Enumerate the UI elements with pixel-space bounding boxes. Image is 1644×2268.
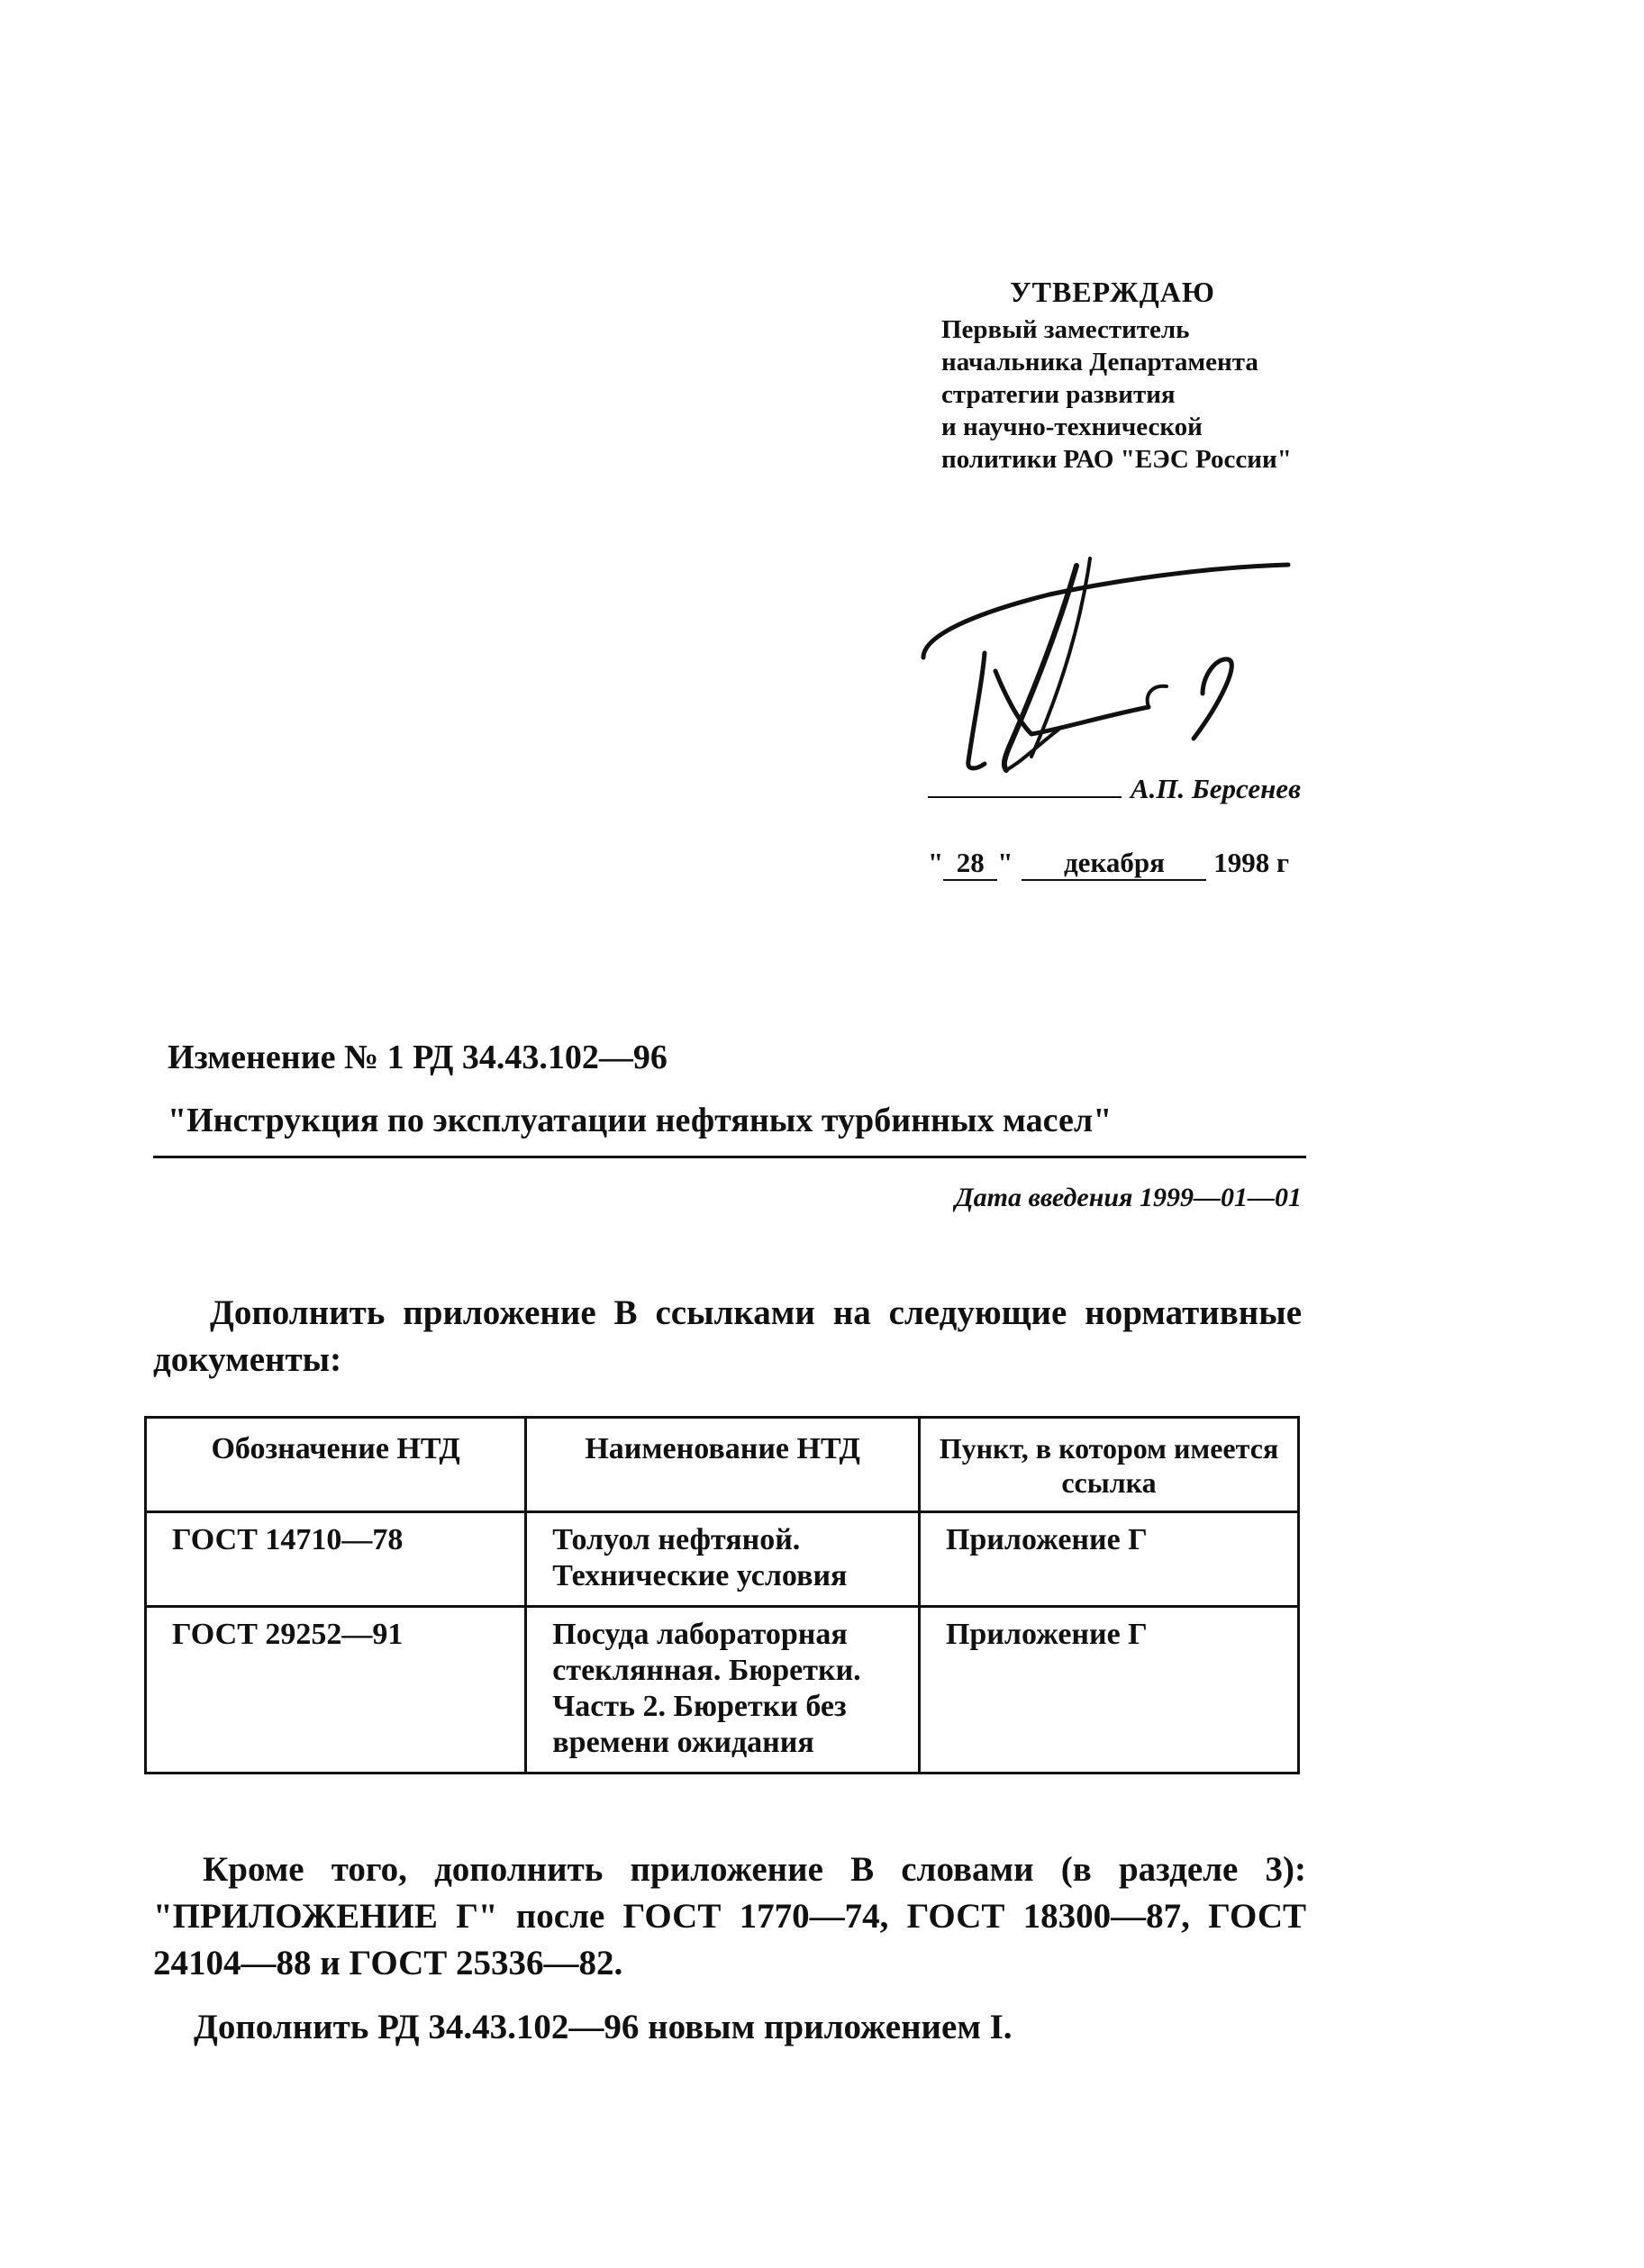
signer-name: А.П. Берсенев <box>1131 773 1301 804</box>
header-name: Наименование НТД <box>526 1418 920 1512</box>
table-row <box>146 1607 1299 1774</box>
approval-title: УТВЕРЖДАЮ <box>1010 276 1215 308</box>
approval-position-line: и научно-технической <box>941 413 1203 441</box>
cell-name: Толуол нефтяной. Технические условия <box>526 1512 920 1607</box>
paragraph-new-appendix: Дополнить РД 34.43.102—96 новым приложением I. <box>194 2008 1013 2046</box>
approval-block <box>941 276 1320 476</box>
date-close-quote: " <box>997 847 1013 878</box>
date-day: 28 <box>943 847 997 881</box>
table-header-row <box>146 1418 1299 1512</box>
date-open-quote: " <box>928 847 944 878</box>
cell-designation: ГОСТ 29252—91 <box>146 1607 526 1774</box>
approval-position-line: начальника Департамента <box>941 348 1258 376</box>
cell-clause: Приложение Г <box>919 1512 1298 1607</box>
change-title: Изменение № 1 РД 34.43.102—96 <box>168 1039 668 1076</box>
approval-date <box>928 847 1315 881</box>
date-year: 1998 г <box>1213 847 1290 878</box>
cell-clause: Приложение Г <box>919 1607 1298 1774</box>
handwritten-signature <box>905 549 1293 784</box>
approval-position-line: политики РАО "ЕЭС России" <box>941 445 1292 474</box>
references-table <box>144 1416 1300 1774</box>
date-month: декабря <box>1022 847 1206 881</box>
header-designation: Обозначение НТД <box>146 1418 526 1512</box>
approval-position-line: стратегии развития <box>941 380 1176 409</box>
table-row <box>146 1512 1299 1607</box>
cell-name: Посуда лабораторная стеклянная. Бюретки. Часть 2. Бюретки без времени ожидания <box>526 1607 920 1774</box>
document-title: "Инструкция по эксплуатации нефтяных турбинных масел" <box>168 1102 1113 1139</box>
title-divider <box>153 1156 1306 1158</box>
header-clause: Пункт, в котором имеется ссылка <box>919 1418 1298 1512</box>
paragraph-add-words: Кроме того, дополнить приложение В словами (в разделе 3): "ПРИЛОЖЕНИЕ Г" после ГОСТ 1770—74, ГОСТ 18300—87, ГОСТ 24104—88 и ГОСТ 25336—82. <box>153 1850 1306 1982</box>
paragraph-add-references: Дополнить приложение В ссылками на следующие нормативные документы: <box>153 1293 1302 1379</box>
signature-line <box>928 796 1122 798</box>
introduction-date: Дата введения 1999—01—01 <box>955 1183 1302 1212</box>
signer-row <box>928 773 1306 812</box>
cell-designation: ГОСТ 14710—78 <box>146 1512 526 1607</box>
approval-position-line: Первый заместитель <box>941 315 1190 344</box>
